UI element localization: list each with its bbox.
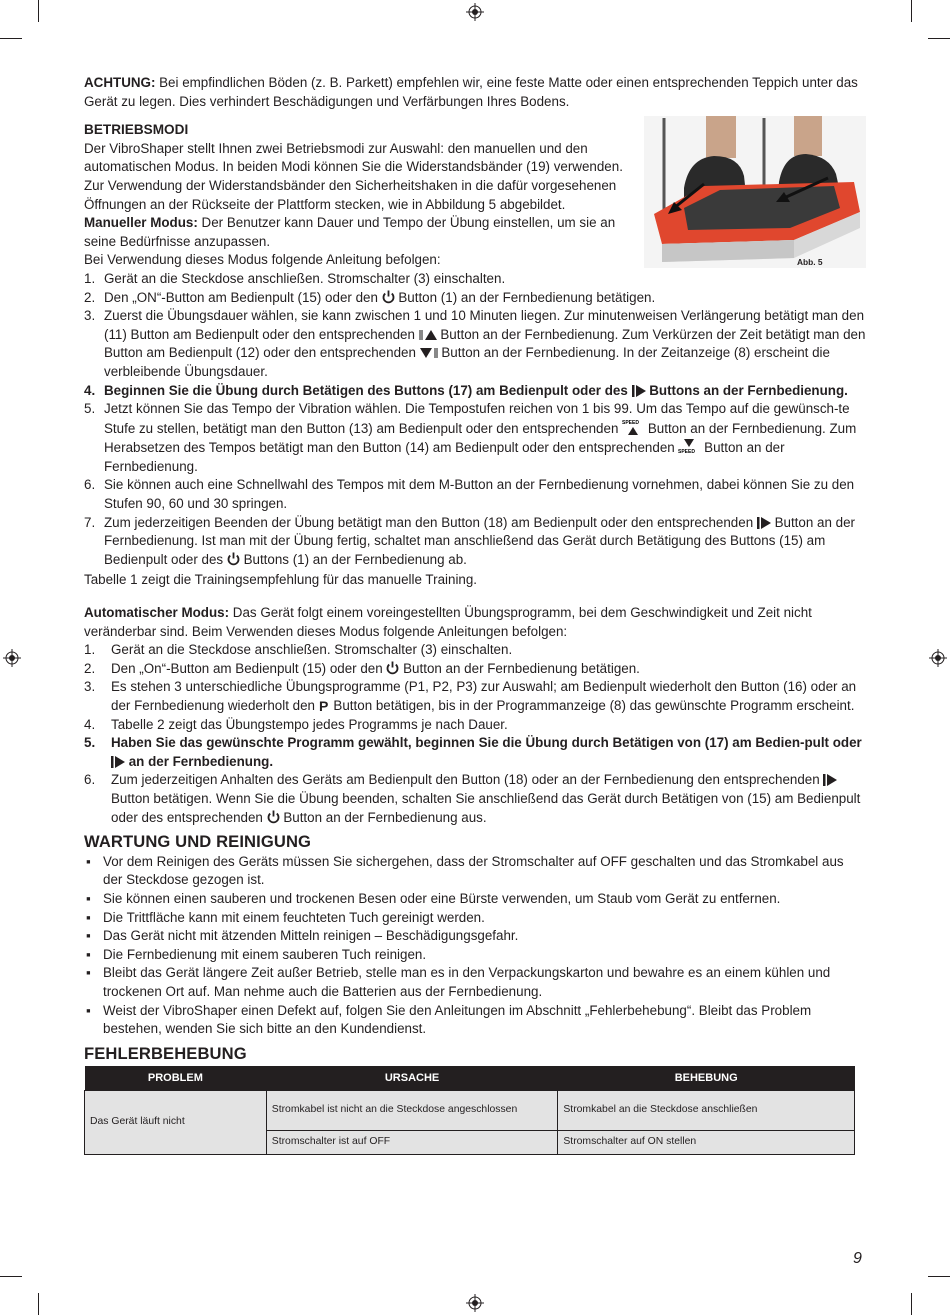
intro-text: Bei empfindlichen Böden (z. B. Parkett) empfehlen wir, eine feste Matte oder einen entsprechenden Teppich unter das Gerät zu legen. Dies verhindert Beschädigungen und Verfärbungen Ihres Bodens. — [84, 75, 858, 109]
bullet-icon: ▪ — [86, 890, 91, 906]
power-icon — [267, 810, 280, 824]
table-cell-problem: Das Gerät läuft nicht — [85, 1091, 267, 1155]
manual-mode-label: Manueller Modus: — [84, 215, 198, 231]
registration-mark-icon — [929, 649, 947, 667]
section-heading-betriebsmodi: BETRIEBSMODI — [84, 122, 189, 138]
list-item: 2. Den „ON“-Button am Bedienpult (15) oder den Button (1) an der Fernbedienung betätigen. — [84, 289, 656, 305]
main-content — [84, 74, 866, 1155]
crop-mark — [911, 1293, 912, 1315]
section-heading-wartung: WARTUNG UND REINIGUNG — [84, 832, 312, 852]
play-pause-icon — [632, 385, 646, 397]
auto-step-3-text-end: Button betätigen, bis in der Programmanzeige (8) das gewünschte Programm erscheint. — [329, 698, 855, 713]
table-reference-text: Tabelle 1 zeigt die Trainingsempfehlung für das manuelle Training. — [84, 572, 478, 588]
table-cell-behebung: Stromkabel an die Steckdose anschließen — [558, 1091, 855, 1131]
play-pause-icon — [111, 756, 125, 768]
column-header-problem: PROBLEM — [85, 1066, 267, 1091]
power-icon — [227, 552, 240, 566]
bullet-icon: ▪ — [86, 1002, 91, 1018]
power-icon — [382, 290, 395, 304]
manual-step-4-text-end: Buttons an der Fernbedienung. — [645, 382, 848, 398]
program-p-icon — [319, 699, 330, 712]
wartung-item-text: Bleibt das Gerät längere Zeit außer Betrieb, stelle man es in den Verpackungskarton und bewahre es an einem kühlen und trockenen Ort auf. Man nehme auch die Batterien aus der Fernbedienung. — [103, 965, 831, 999]
list-item: 2. Den „On“-Button am Bedienpult (15) oder den Button an der Fernbedienung betätigen. — [84, 660, 640, 676]
column-header-ursache: URSACHE — [266, 1066, 558, 1091]
wartung-item-text: Die Trittfläche kann mit einem feuchteten Tuch gereinigt werden. — [103, 909, 485, 925]
crop-mark — [0, 1276, 22, 1277]
list-item: 5. Jetzt können Sie das Tempo der Vibration wählen. Die Tempostufen reichen von 1 bis 99. Um das Tempo auf die gewünsch-te Stufe zu stellen, betätigt man den Button (13) am Bedienpult oder den entsprechenden SPEED Button an der Fernbedienung. Zum Herabsetzen des Tempos betätigt man den Button (14) am Bedienpult oder den entsprechenden SPEED Button an der Fernbedienung. — [84, 401, 857, 474]
svg-text:P: P — [318, 699, 329, 712]
auto-step-6-text-end: Button an der Fernbedienung aus. — [279, 809, 487, 825]
manual-mode-text: Der Benutzer kann Dauer und Tempo der Übung einstellen, um sie an seine Bedürfnisse anzupassen. — [84, 215, 616, 249]
manual-steps-list — [84, 270, 866, 570]
power-icon — [386, 661, 399, 675]
auto-step-3-text: Es stehen 3 unterschiedliche Übungsprogramme (P1, P2, P3) zur Auswahl; am Bedienpult wiederholt den Button (16) oder an der Fernbedienung wiederholt den — [111, 679, 857, 713]
table-header-row — [85, 1066, 855, 1091]
betriebsmodi-block — [84, 121, 629, 270]
registration-mark-icon — [466, 3, 484, 21]
bullet-icon: ▪ — [86, 853, 91, 869]
table-cell-behebung: Stromschalter auf ON stellen — [558, 1131, 855, 1155]
bullet-icon: ▪ — [86, 928, 91, 944]
manual-step-5-text-end: Button an der Fernbedienung. — [104, 440, 785, 474]
list-item — [84, 1002, 866, 1039]
list-item: 5. Haben Sie das gewünschte Programm gewählt, beginnen Sie die Übung durch Betätigen von (17) am Bedien-pult oder an der Fernbedienung. — [84, 735, 862, 769]
list-item: 4. Beginnen Sie die Übung durch Betätigen des Buttons (17) am Bedienpult oder des Buttons an der Fernbedienung. — [84, 382, 848, 398]
time-down-icon — [420, 347, 438, 359]
wartung-list — [84, 853, 866, 1039]
troubleshooting-table — [84, 1066, 855, 1155]
manual-mode-intro: Bei Verwendung dieses Modus folgende Anleitung befolgen: — [84, 252, 441, 268]
crop-mark — [911, 0, 912, 22]
wartung-item-text: Vor dem Reinigen des Geräts müssen Sie sichergehen, dass der Stromschalter auf OFF geschalten und das Stromkabel aus der Steckdose gezogen ist. — [103, 853, 844, 888]
speed-down-icon — [678, 438, 700, 454]
bullet-icon: ▪ — [86, 909, 91, 925]
figure-caption: Abb. 5 — [797, 257, 823, 267]
play-pause-icon — [823, 774, 837, 786]
table-cell-ursache: Stromschalter ist auf OFF — [266, 1131, 558, 1155]
manual-step-3-text-mid: Button an der Fernbedienung. Zum Verkürzen der Zeit betätigt man den Button am Bedienpult (12) oder den entsprechenden — [104, 326, 866, 361]
wartung-item-text: Die Fernbedienung mit einem sauberen Tuch reinigen. — [103, 946, 427, 962]
list-item — [84, 909, 866, 928]
list-item: 7. Zum jederzeitigen Beenden der Übung betätigt man den Button (18) am Bedienpult oder den entsprechenden Button an der Fernbedienung. Ist man mit der Übung fertig, schaltet man anschließend das Gerät durch Betätigung des Buttons (15) am Bedienpult oder des Buttons (1) an der Fernbedienung ab. — [84, 514, 855, 567]
auto-step-2-text-end: Button an der Fernbedienung betätigen. — [399, 660, 640, 676]
manual-step-3-text: Zuerst die Übungsdauer wählen, sie kann zwischen 1 und 10 Minuten liegen. Zur minutenweisen Verlängerung betätigt man den (11) Button am Bedienpult oder den entsprechenden — [104, 308, 865, 342]
list-item: 6. Zum jederzeitigen Anhalten des Geräts am Bedienpult den Button (18) oder an der Fernbedienung den entsprechenden Button betätigen. Wenn Sie die Übung beenden, schalten Sie anschließend das Gerät durch Betätigen von (15) am Bedienpult oder des entsprechenden Button an der Fernbedienung aus. — [84, 772, 861, 825]
crop-mark — [928, 1276, 950, 1277]
manual-step-1: Gerät an die Steckdose anschließen. Stromschalter (3) einschalten. — [104, 270, 506, 286]
list-item — [84, 964, 866, 1001]
list-item: 3. Es stehen 3 unterschiedliche Übungsprogramme (P1, P2, P3) zur Auswahl; am Bedienpult wiederholt den Button (16) oder an der Fernbedienung wiederholt den P Button betätigen, bis in der Programmanzeige (8) das gewünschte Programm erscheint. — [84, 679, 857, 713]
manual-step-2-text-end: Button (1) an der Fernbedienung betätigen. — [394, 289, 656, 305]
intro-label: ACHTUNG: — [84, 75, 156, 90]
bullet-icon: ▪ — [86, 965, 91, 981]
page-number: 9 — [853, 1250, 862, 1267]
section-heading-fehlerbehebung: FEHLERBEHEBUNG — [84, 1043, 247, 1063]
auto-mode-label: Automatischer Modus: — [84, 605, 230, 621]
auto-mode-paragraph — [84, 604, 866, 641]
auto-steps-list — [84, 641, 866, 827]
table-row — [85, 1091, 855, 1131]
auto-mode-text: Das Gerät folgt einem voreingestellten Übungsprogramm, bei dem Geschwindigkeit und Zeit nicht veränderbar sind. Beim Verwenden dieses Modus folgende Anleitungen befolgen: — [84, 605, 812, 639]
wartung-item-text: Weist der VibroShaper einen Defekt auf, folgen Sie den Anleitungen im Abschnitt „Fehlerbehebung“. Bleibt das Problem bestehen, wenden Sie sich bitte an den Kundendienst. — [103, 1002, 812, 1037]
list-item: 6. Sie können auch eine Schnellwahl des Tempos mit dem M-Button an der Fernbedienung vornehmen, dabei können Sie zu den Stufen 90, 60 und 30 springen. — [84, 477, 855, 512]
list-item — [84, 853, 866, 890]
auto-step-5-text: Haben Sie das gewünschte Programm gewählt, beginnen Sie die Übung durch Betätigen von (17) am Bedien-pult oder — [111, 735, 862, 751]
auto-step-1: Gerät an die Steckdose anschließen. Stromschalter (3) einschalten. — [111, 642, 513, 658]
svg-text:SPEED: SPEED — [622, 419, 640, 426]
wartung-item-text: Das Gerät nicht mit ätzenden Mitteln reinigen – Beschädigungsgefahr. — [103, 928, 519, 944]
speed-up-icon — [622, 419, 644, 435]
manual-step-2-text: Den „ON“-Button am Bedienpult (15) oder den — [104, 289, 382, 305]
auto-step-6-text-mid: Button betätigen. Wenn Sie die Übung beenden, schalten Sie anschließend das Gerät durch Betätigen von (15) am Bedienpult oder des entsprechenden — [111, 790, 861, 825]
manual-step-7-text-mid: Button an der Fernbedienung. Ist man mit der Übung fertig, schaltet man anschließend das Gerät durch Betätigung des Buttons (15) am Bedienpult oder des — [104, 514, 855, 567]
intro-paragraph — [84, 74, 866, 111]
manual-step-4-text: Beginnen Sie die Übung durch Betätigen des Buttons (17) am Bedienpult oder des — [104, 382, 632, 398]
manual-step-3-text-end: Button an der Fernbedienung. In der Zeitanzeige (8) erscheint die verbleibende Übungsdauer. — [104, 345, 830, 379]
manual-step-6: Sie können auch eine Schnellwahl des Tempos mit dem M-Button an der Fernbedienung vornehmen, dabei können Sie zu den Stufen 90, 60 und 30 springen. — [104, 477, 855, 512]
wartung-item-text: Sie können einen sauberen und trockenen Besen oder eine Bürste verwenden, um Staub vom Gerät zu entfernen. — [103, 890, 781, 906]
list-item: 1. Gerät an die Steckdose anschließen. Stromschalter (3) einschalten. — [84, 270, 506, 286]
svg-text:SPEED: SPEED — [678, 449, 696, 455]
crop-mark — [38, 0, 39, 22]
manual-mode-paragraph — [84, 214, 629, 251]
crop-mark — [0, 38, 22, 39]
time-up-icon — [419, 329, 437, 341]
list-item: 1. Gerät an die Steckdose anschließen. Stromschalter (3) einschalten. — [84, 642, 513, 658]
crop-mark — [928, 38, 950, 39]
manual-step-5-text-mid: Button an der Fernbedienung. Zum Herabsetzen des Tempos betätigt man den Button (14) am Bedienpult oder den entsprechenden — [104, 420, 857, 456]
manual-step-5-text: Jetzt können Sie das Tempo der Vibration wählen. Die Tempostufen reichen von 1 bis 99. Um das Tempo auf die gewünsch-te Stufe zu stellen, betätigt man den Button (13) am Bedienpult oder den entsprechenden — [104, 401, 850, 436]
table-cell-ursache: Stromkabel ist nicht an die Steckdose angeschlossen — [266, 1091, 558, 1131]
list-item — [84, 890, 866, 909]
manual-step-7-text-end: Buttons (1) an der Fernbedienung ab. — [239, 551, 467, 567]
list-item — [84, 927, 866, 946]
auto-step-4: Tabelle 2 zeigt das Übungstempo jedes Programms je nach Dauer. — [111, 716, 508, 732]
list-item: 4. Tabelle 2 zeigt das Übungstempo jedes Programms je nach Dauer. — [84, 716, 508, 732]
betriebsmodi-paragraph: Der VibroShaper stellt Ihnen zwei Betriebsmodi zur Auswahl: den manuellen und den automatischen Modus. In beiden Modi können Sie die Widerstandsbänder (19) verwenden. Zur Verwendung der Widerstandsbänder den Sicherheitshaken in die dafür vorgesehenen Öffnungen an der Rückseite der Plattform stecken, wie in Abbildung 5 abgebildet. — [84, 140, 623, 212]
manual-step-7-text: Zum jederzeitigen Beenden der Übung betätigt man den Button (18) am Bedienpult oder den entsprechenden — [104, 514, 757, 530]
auto-step-5-text-end: an der Fernbedienung. — [125, 753, 274, 769]
bullet-icon: ▪ — [86, 946, 91, 962]
auto-step-2-text: Den „On“-Button am Bedienpult (15) oder den — [111, 660, 387, 676]
column-header-behebung: BEHEBUNG — [558, 1066, 855, 1091]
crop-mark — [38, 1293, 39, 1315]
play-pause-icon — [757, 517, 771, 529]
list-item: 3. Zuerst die Übungsdauer wählen, sie kann zwischen 1 und 10 Minuten liegen. Zur minutenweisen Verlängerung betätigt man den (11) Button am Bedienpult oder den entsprechenden Button an der Fernbedienung. Zum Verkürzen der Zeit betätigt man den Button am Bedienpult (12) oder den entsprechenden Button an der Fernbedienung. In der Zeitanzeige (8) erscheint die verbleibende Übungsdauer. — [84, 308, 866, 379]
list-item — [84, 946, 866, 965]
registration-mark-icon — [3, 649, 21, 667]
registration-mark-icon — [466, 1294, 484, 1312]
auto-step-6-text: Zum jederzeitigen Anhalten des Geräts am Bedienpult den Button (18) oder an der Fernbedienung den entsprechenden — [111, 772, 824, 788]
